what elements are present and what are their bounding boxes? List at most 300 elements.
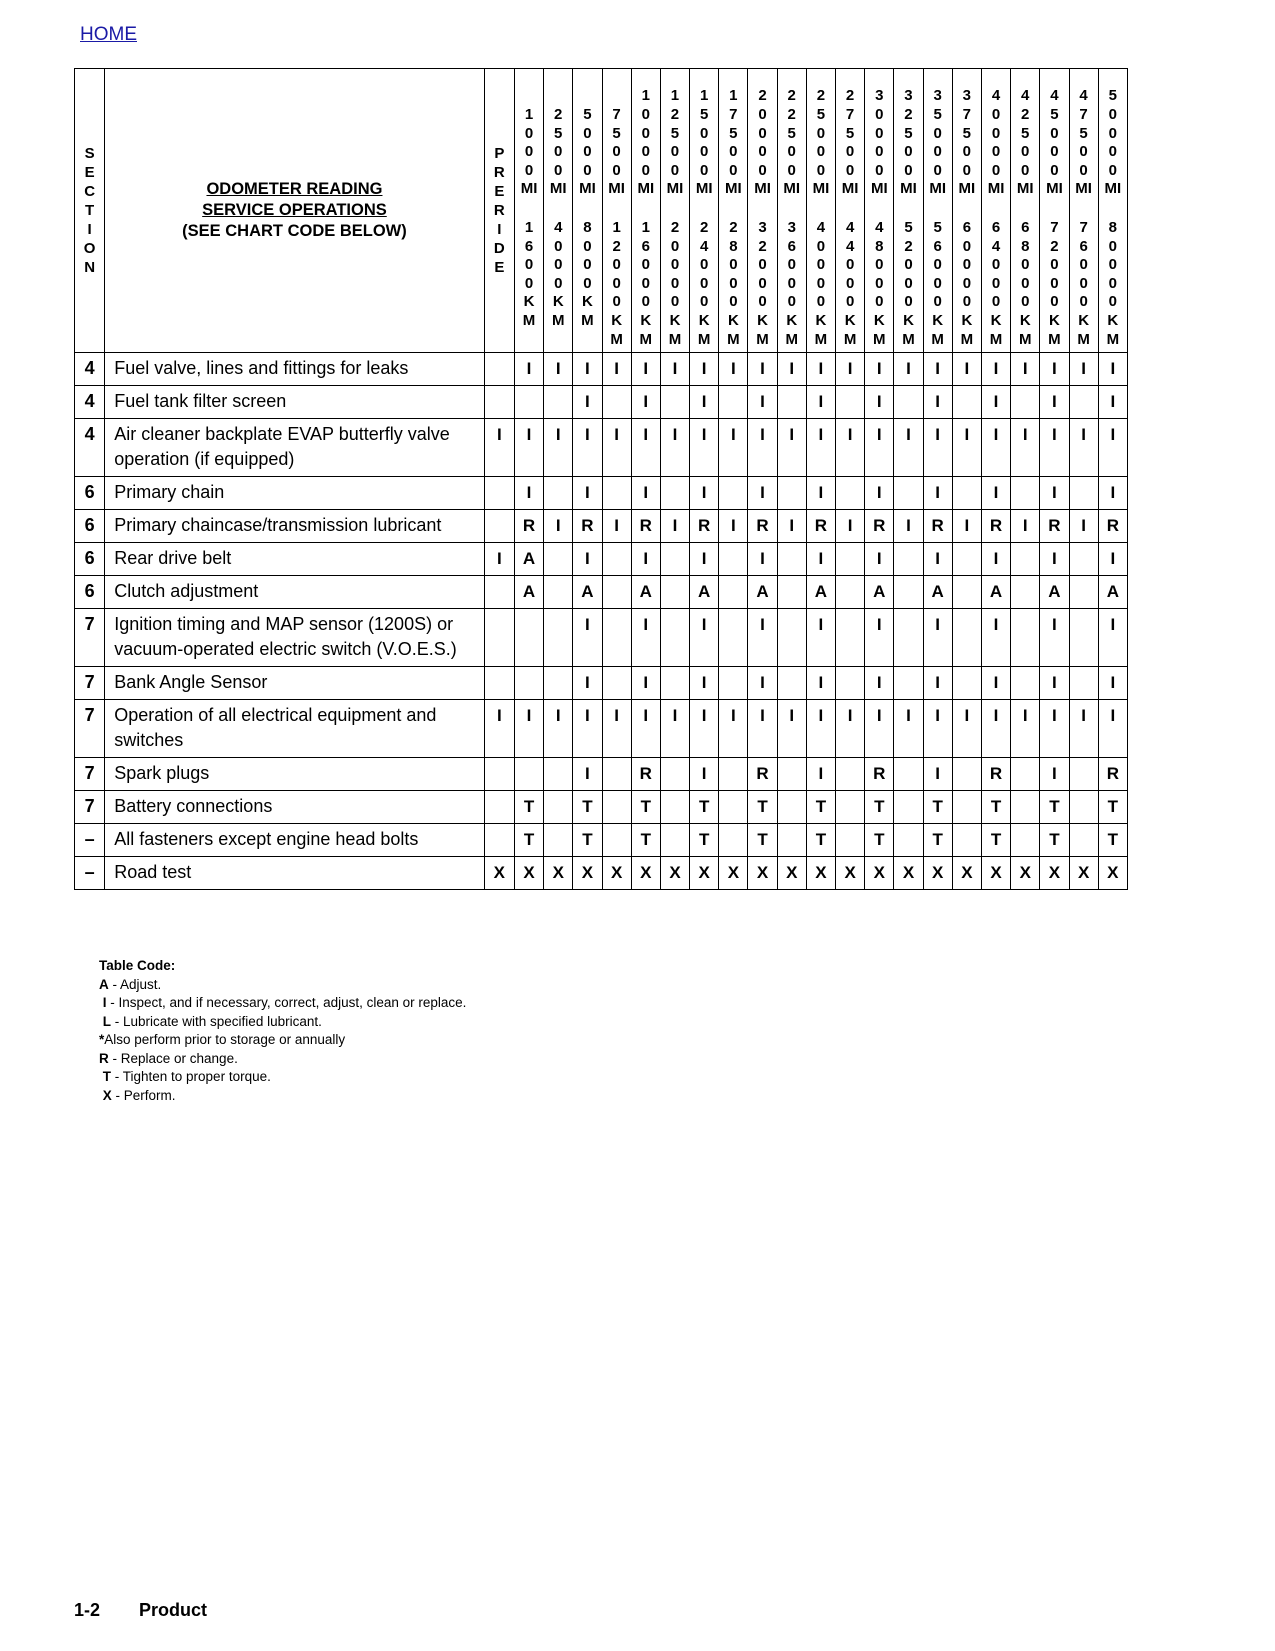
service-code-cell	[1011, 791, 1040, 824]
service-code-cell: I	[748, 667, 777, 700]
service-code-cell: X	[602, 857, 631, 890]
service-code-cell: X	[719, 857, 748, 890]
section-cell: 6	[75, 576, 105, 609]
service-code-cell: X	[573, 857, 602, 890]
service-code-cell: I	[865, 700, 894, 758]
service-code-cell: I	[1098, 700, 1127, 758]
operation-cell: All fasteners except engine head bolts	[105, 824, 484, 857]
km-digit: 7	[1079, 219, 1088, 236]
service-code-cell: A	[865, 576, 894, 609]
service-code-cell	[836, 758, 865, 791]
interval-header	[806, 69, 835, 353]
miles-digit: 5	[845, 124, 855, 142]
service-code-cell: R	[1098, 758, 1127, 791]
service-code-cell	[1011, 609, 1040, 667]
operation-cell: Rear drive belt	[105, 543, 484, 576]
miles-digit: 5	[1108, 87, 1118, 105]
service-code-cell: I	[836, 353, 865, 386]
miles-digit: 0	[962, 161, 972, 179]
km-digit: 0	[845, 274, 855, 292]
service-code-cell	[777, 609, 806, 667]
service-code-cell: I	[1040, 477, 1069, 510]
home-link[interactable]: HOME	[80, 24, 137, 45]
service-code-cell: I	[514, 700, 543, 758]
service-code-cell: I	[690, 758, 719, 791]
miles-digit: 5	[729, 124, 738, 142]
service-code-cell	[602, 791, 631, 824]
operation-cell: Spark plugs	[105, 758, 484, 791]
interval-miles	[783, 69, 800, 199]
miles-digit: 3	[933, 87, 942, 105]
service-code-cell	[894, 386, 923, 419]
page-footer	[74, 1600, 207, 1621]
service-code-cell: I	[923, 477, 952, 510]
service-code-cell: R	[514, 510, 543, 543]
miles-digit: 5	[670, 124, 680, 142]
service-code-cell: R	[573, 510, 602, 543]
interval-header	[514, 69, 543, 353]
service-code-cell	[660, 543, 689, 576]
miles-digit: 0	[524, 124, 534, 142]
table-row	[75, 386, 1128, 419]
interval-kilometers	[1048, 219, 1061, 349]
miles-digit: 5	[1050, 106, 1059, 124]
interval-header-stack	[865, 69, 893, 352]
km-digit: 4	[845, 237, 855, 255]
miles-digit: 0	[991, 161, 1001, 179]
miles-digit: 0	[758, 106, 767, 124]
miles-digit: 2	[554, 106, 563, 124]
service-code-cell: X	[1040, 857, 1069, 890]
interval-header-stack	[1011, 69, 1039, 352]
service-code-cell: I	[806, 419, 835, 477]
preride-cell: I	[484, 700, 514, 758]
service-code-cell: I	[1098, 667, 1127, 700]
service-code-cell: I	[952, 419, 981, 477]
service-code-cell: I	[923, 419, 952, 477]
miles-digit: 0	[787, 143, 796, 161]
miles-digit: 0	[641, 106, 650, 124]
service-code-cell	[1069, 791, 1098, 824]
service-code-cell: I	[865, 419, 894, 477]
miles-digit: 2	[787, 106, 796, 124]
km-unit-letter: K	[903, 311, 914, 329]
miles-digit: 0	[991, 106, 1001, 124]
miles-digit: 0	[904, 143, 913, 161]
service-code-cell	[719, 667, 748, 700]
service-code-cell: I	[836, 419, 865, 477]
km-digit: 0	[962, 256, 972, 274]
miles-digit: 1	[729, 87, 738, 105]
service-code-cell: I	[806, 700, 835, 758]
km-digit: 0	[612, 274, 621, 292]
km-unit-letter: M	[814, 330, 828, 348]
interval-miles	[521, 69, 538, 199]
service-code-cell: X	[865, 857, 894, 890]
km-unit-letter: M	[639, 330, 653, 348]
preride-header-letter: R	[493, 202, 505, 219]
section-cell: 4	[75, 353, 105, 386]
miles-digit: 7	[962, 106, 972, 124]
service-code-cell: I	[748, 477, 777, 510]
section-cell: 7	[75, 758, 105, 791]
service-code-cell: I	[748, 386, 777, 419]
km-digit: 0	[787, 256, 796, 274]
miles-digit: 5	[933, 106, 942, 124]
operations-header-line1: ODOMETER READING	[206, 180, 383, 198]
service-code-cell: A	[1040, 576, 1069, 609]
interval-header	[894, 69, 923, 353]
service-code-cell	[514, 386, 543, 419]
miles-digit: 5	[816, 106, 826, 124]
service-code-cell: I	[1040, 609, 1069, 667]
interval-miles	[1075, 69, 1092, 199]
km-digit: 0	[991, 293, 1001, 311]
legend-code: R	[99, 1050, 109, 1066]
interval-kilometers	[961, 219, 974, 349]
legend-code: L	[99, 1013, 111, 1029]
km-digit: 0	[1021, 274, 1030, 292]
service-code-cell: R	[631, 758, 660, 791]
preride-cell	[484, 576, 514, 609]
service-code-cell: I	[631, 543, 660, 576]
operation-cell: Operation of all electrical equipment and switches	[105, 700, 484, 758]
interval-miles	[1017, 69, 1034, 199]
service-code-cell: I	[602, 700, 631, 758]
miles-digit: 0	[641, 124, 650, 142]
service-code-cell: I	[631, 667, 660, 700]
miles-digit: 2	[904, 106, 913, 124]
preride-header-letter: E	[494, 259, 505, 276]
section-cell: 6	[75, 477, 105, 510]
preride-cell: I	[484, 419, 514, 477]
service-code-cell: I	[806, 609, 835, 667]
miles-unit: MI	[608, 180, 625, 198]
km-unit-letter: K	[640, 311, 652, 329]
km-unit-letter: K	[990, 311, 1002, 329]
km-digit: 0	[758, 293, 767, 311]
service-code-cell: I	[1011, 510, 1040, 543]
preride-cell	[484, 791, 514, 824]
interval-kilometers	[669, 219, 682, 349]
service-code-cell	[894, 824, 923, 857]
km-unit-letter: M	[960, 330, 974, 348]
km-digit: 0	[816, 237, 826, 255]
km-digit: 2	[729, 219, 738, 236]
service-code-cell	[777, 386, 806, 419]
service-code-cell	[777, 758, 806, 791]
service-code-cell	[544, 824, 573, 857]
service-code-cell: I	[631, 477, 660, 510]
miles-digit: 1	[699, 87, 709, 105]
service-code-cell: I	[1069, 353, 1098, 386]
miles-digit: 0	[991, 124, 1001, 142]
section-header-letter: I	[87, 221, 92, 238]
miles-unit: MI	[695, 180, 713, 198]
km-digit: 2	[700, 219, 709, 236]
km-unit-letter: K	[611, 311, 623, 329]
service-code-cell	[544, 609, 573, 667]
service-code-cell: I	[631, 353, 660, 386]
service-code-cell	[544, 758, 573, 791]
section-header-letter: O	[83, 240, 96, 257]
service-code-cell	[602, 609, 631, 667]
table-row	[75, 857, 1128, 890]
miles-digit: 4	[991, 87, 1001, 105]
section-header-letter: S	[84, 145, 95, 162]
km-unit-letter: M	[843, 330, 857, 348]
service-code-cell: I	[806, 477, 835, 510]
km-digit: 2	[670, 219, 680, 236]
service-code-cell	[544, 576, 573, 609]
service-code-cell: I	[1069, 510, 1098, 543]
service-code-cell: T	[923, 791, 952, 824]
interval-kilometers	[902, 219, 915, 349]
section-cell: 4	[75, 386, 105, 419]
interval-header	[777, 69, 806, 353]
km-digit: 0	[962, 274, 972, 292]
km-digit: 0	[1108, 274, 1118, 292]
km-digit: 0	[845, 256, 855, 274]
service-code-cell	[1011, 667, 1040, 700]
miles-unit: MI	[725, 180, 742, 198]
service-code-cell: I	[777, 510, 806, 543]
miles-digit: 5	[699, 106, 709, 124]
service-code-cell: I	[836, 700, 865, 758]
interval-header	[1098, 69, 1127, 353]
km-digit: 6	[787, 237, 796, 255]
km-unit-letter: M	[902, 330, 915, 348]
km-unit-letter: M	[873, 330, 886, 348]
service-code-cell: I	[1040, 667, 1069, 700]
miles-digit: 0	[670, 161, 680, 179]
service-code-cell	[602, 386, 631, 419]
service-code-cell	[836, 477, 865, 510]
miles-digit: 5	[612, 124, 621, 142]
km-unit-letter: M	[727, 330, 740, 348]
service-code-cell: I	[544, 510, 573, 543]
miles-digit: 7	[845, 106, 855, 124]
service-code-cell	[719, 543, 748, 576]
km-unit-letter: K	[698, 311, 710, 329]
service-code-cell: T	[923, 824, 952, 857]
km-digit: 0	[1108, 293, 1118, 311]
service-code-cell: T	[865, 824, 894, 857]
interval-header	[923, 69, 952, 353]
service-code-cell	[544, 791, 573, 824]
preride-header-letter: P	[494, 145, 505, 162]
service-code-cell: I	[690, 609, 719, 667]
interval-header	[719, 69, 748, 353]
service-code-cell: X	[631, 857, 660, 890]
service-code-cell: I	[865, 477, 894, 510]
interval-header-stack	[544, 69, 572, 352]
miles-digit: 7	[1079, 106, 1088, 124]
miles-digit: 0	[524, 161, 534, 179]
legend-code: A	[99, 976, 109, 992]
km-digit: 4	[700, 237, 709, 255]
service-code-cell: I	[1098, 477, 1127, 510]
service-code-cell: R	[806, 510, 835, 543]
service-code-cell	[602, 824, 631, 857]
table-row	[75, 824, 1128, 857]
miles-digit: 4	[1079, 87, 1088, 105]
service-code-cell	[1069, 477, 1098, 510]
table-row	[75, 576, 1128, 609]
service-code-cell: X	[836, 857, 865, 890]
service-code-cell	[1011, 386, 1040, 419]
km-digit: 0	[816, 293, 826, 311]
service-code-cell	[514, 609, 543, 667]
service-code-cell: I	[602, 419, 631, 477]
miles-digit: 2	[845, 87, 855, 105]
km-digit: 2	[758, 237, 767, 255]
legend-text: - Replace or change.	[108, 1050, 238, 1066]
service-code-cell	[836, 543, 865, 576]
preride-header-letter: E	[494, 183, 505, 200]
table-row	[75, 477, 1128, 510]
interval-header-stack	[748, 69, 776, 352]
km-digit: 0	[641, 256, 650, 274]
interval-header	[631, 69, 660, 353]
service-code-cell: I	[748, 543, 777, 576]
header-row	[75, 69, 1128, 353]
service-code-cell	[719, 576, 748, 609]
miles-unit: MI	[1075, 180, 1092, 198]
interval-header-stack	[632, 69, 660, 352]
km-digit: 0	[787, 293, 796, 311]
service-code-cell: I	[981, 700, 1010, 758]
preride-cell	[484, 353, 514, 386]
service-code-cell: A	[1098, 576, 1127, 609]
service-code-cell	[894, 543, 923, 576]
miles-digit: 0	[1050, 161, 1059, 179]
service-code-cell: A	[514, 576, 543, 609]
service-code-cell: I	[660, 510, 689, 543]
service-code-cell: I	[660, 353, 689, 386]
miles-unit: MI	[666, 180, 684, 198]
table-row	[75, 353, 1128, 386]
km-digit: 0	[1108, 237, 1118, 255]
interval-kilometers	[523, 219, 536, 331]
service-code-cell	[602, 667, 631, 700]
section-cell: 7	[75, 700, 105, 758]
interval-miles	[637, 69, 654, 199]
service-code-cell: A	[923, 576, 952, 609]
service-code-cell	[952, 609, 981, 667]
service-code-cell: I	[1040, 758, 1069, 791]
km-digit: 6	[524, 237, 534, 255]
miles-digit: 0	[962, 143, 972, 161]
km-digit: 4	[816, 219, 826, 236]
interval-header-stack	[690, 69, 718, 352]
service-code-cell: A	[573, 576, 602, 609]
km-digit: 0	[700, 293, 709, 311]
km-unit-letter: K	[815, 311, 827, 329]
km-unit-letter: M	[785, 330, 798, 348]
operation-cell: Ignition timing and MAP sensor (1200S) or vacuum-operated electric switch (V.O.E.S.)	[105, 609, 484, 667]
service-code-cell: X	[981, 857, 1010, 890]
km-digit: 6	[962, 219, 972, 236]
service-code-cell: I	[806, 353, 835, 386]
interval-header	[865, 69, 894, 353]
legend-code: *	[99, 1032, 105, 1047]
km-unit-letter: M	[697, 330, 711, 348]
miles-digit: 5	[962, 124, 972, 142]
km-unit-letter: M	[756, 330, 769, 348]
service-code-cell	[602, 477, 631, 510]
miles-digit: 2	[787, 87, 796, 105]
service-code-cell: R	[748, 758, 777, 791]
miles-digit: 7	[729, 106, 738, 124]
service-code-cell: A	[806, 576, 835, 609]
km-digit: 2	[612, 237, 621, 255]
table-row	[75, 758, 1128, 791]
service-code-cell: X	[777, 857, 806, 890]
miles-digit: 0	[875, 106, 884, 124]
km-digit: 0	[729, 256, 738, 274]
interval-header	[1011, 69, 1040, 353]
preride-cell: X	[484, 857, 514, 890]
km-unit-letter: K	[786, 311, 798, 329]
operation-cell: Road test	[105, 857, 484, 890]
miles-digit: 1	[641, 87, 650, 105]
km-digit: 0	[670, 293, 680, 311]
miles-unit: MI	[1104, 180, 1122, 198]
interval-kilometers	[581, 219, 594, 331]
miles-digit: 2	[670, 106, 680, 124]
service-code-cell: I	[981, 609, 1010, 667]
service-code-cell	[952, 477, 981, 510]
service-code-cell	[836, 576, 865, 609]
service-code-cell: I	[1040, 700, 1069, 758]
interval-miles	[929, 69, 946, 199]
table-body	[75, 353, 1128, 890]
section-header-letter: N	[84, 259, 96, 276]
legend-title: Table Code:	[99, 958, 176, 973]
section-cell: 6	[75, 510, 105, 543]
operations-header	[105, 69, 484, 353]
service-code-cell	[544, 386, 573, 419]
service-code-cell: T	[631, 824, 660, 857]
km-digit: 0	[787, 274, 796, 292]
table-row	[75, 543, 1128, 576]
miles-unit: MI	[841, 180, 859, 198]
miles-digit: 0	[1079, 143, 1088, 161]
service-code-cell	[894, 477, 923, 510]
service-code-cell: I	[894, 419, 923, 477]
km-unit-letter: K	[1107, 311, 1119, 329]
km-digit: 0	[991, 274, 1001, 292]
km-unit-letter: K	[727, 311, 739, 329]
preride-header-letter: I	[497, 221, 502, 238]
km-digit: 3	[787, 219, 796, 236]
miles-digit: 5	[554, 124, 563, 142]
service-code-cell: I	[777, 700, 806, 758]
service-code-cell: I	[777, 353, 806, 386]
km-unit-letter: M	[1018, 330, 1032, 348]
km-digit: 0	[816, 256, 826, 274]
interval-miles	[842, 69, 859, 199]
km-digit: 0	[700, 274, 709, 292]
service-code-cell: I	[923, 758, 952, 791]
interval-miles	[900, 69, 917, 199]
service-code-cell	[894, 609, 923, 667]
interval-miles	[754, 69, 771, 199]
service-code-cell: I	[952, 700, 981, 758]
service-code-cell: I	[806, 543, 835, 576]
km-digit: 6	[641, 237, 650, 255]
